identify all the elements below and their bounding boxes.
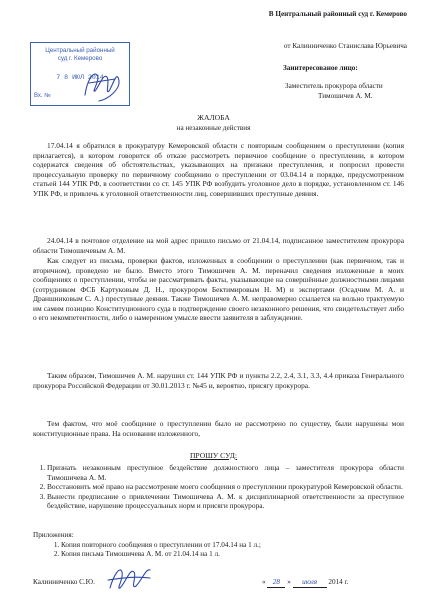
stamp-signature-icon: [79, 61, 125, 105]
stamp-date: 7 8 ИЮЛ 2014: [56, 74, 104, 81]
request-item: 1. Признать незаконным преступное бездействие должностного лица – заместителя прокурора области Тимошичева А. М.: [47, 463, 404, 482]
court-addressee: В Центральный районный суд г. Кемерово: [268, 10, 407, 18]
paragraph-5: Тем фактом, что моё сообщение о преступлении было не рассмотрено по существу, были нарушены мои конституционные права. На основании изложенного,: [33, 419, 404, 438]
paragraph-1: 17.04.14 я обратился в прокуратуру Кемеровской области с повторным сообщением о преступлении (копия прилагается), в котором говорится об отказе рассмотреть первичное сообщение о преступлении, в котором содержатся сведения об обстоятельствах, указывающих на признаки преступления, и попросил провести процессуальную проверку по первичному сообщению о преступлении от 03.04.14 в порядке, предусмотренном статьей 144 УПК РФ, в соответствии со ст. 145 УПК РФ возбудить уголовное дело в порядке, установленном ст. 146 УПК РФ, и привлечь к уголовной ответственности лиц, совершивших преступные деяния.: [33, 141, 404, 198]
request-heading: ПРОШУ СУД:: [189, 451, 238, 460]
attachment-item: 2. Копия письма Тимошичева А. М. от 21.04.14 на 1 л.: [61, 550, 404, 559]
paragraph-4: Таким образом, Тимошичев А. М. нарушил ст. 144 УПК РФ и пункты 2.2, 2.4, 3.1, 3.3, 4.4 приказа Генерального прокурора Российской Федерации от 30.01.2013 г. №45 и, вероятно, присягу прокурора.: [33, 371, 404, 390]
paragraph-2: 24.04.14 в почтовое отделение на мой адрес пришло письмо от 21.04.14, подписанное заместителем прокурора области Тимошичевым А. М.: [33, 236, 404, 255]
attachment-item: 1. Копия повторного сообщения о преступлении от 17.04.14 на 1 л.;: [61, 541, 404, 550]
date-month: июля: [293, 578, 327, 588]
document-subtitle: на незаконные действия: [176, 124, 251, 132]
stamp-incoming-number: Вх. №: [34, 93, 51, 99]
attachments-list: [33, 541, 404, 560]
date-day: 28: [267, 578, 285, 588]
request-list: [33, 463, 404, 511]
interested-party-name: Тимошичев А. М.: [318, 92, 373, 100]
applicant-line: от Калинниченко Станислава Юрьевича: [283, 42, 407, 50]
date-year: 2014 г.: [328, 578, 349, 586]
signer-name: Калинниченко С.Ю.: [33, 578, 95, 586]
interested-party-position: Заместитель прокурора области: [285, 82, 383, 90]
attachments-heading: Приложения:: [33, 531, 74, 539]
signature-date: [262, 578, 348, 588]
request-item: 2. Восстановить моё право на рассмотрение моего сообщения о преступлении прокуратурой Кемеровской области.: [47, 482, 404, 492]
document-title: ЖАЛОБА: [197, 113, 230, 122]
stamp-court-city: суд г. Кемерово: [57, 55, 103, 62]
stamp-court-name: Центральный районный: [45, 47, 115, 54]
court-registration-stamp: [30, 42, 130, 106]
date-quote-open: «: [262, 578, 266, 586]
interested-party-label: Заинтересованое лицо:: [283, 64, 358, 72]
date-quote-close: »: [287, 578, 291, 586]
handwritten-signature-icon: [104, 560, 154, 596]
paragraph-3: Как следует из письма, проверки фактов, изложенных в сообщении о преступлении (как первичном, так и вторичном), проведено не было. Вместо этого Тимошичев А. М. переначил сведения изложенные в моих сообщениях о преступлении, чтобы не рассматривать факты, указывающие на совершённые должностными лицами (сотрудником ФСБ Картуковым Д. Н., прокурором Бектимировым Н. М) и экспертами (Осадчим М. А. и Драншниковым С. А.) преступные деяния. Также Тимошичев А. М. неправомерно ссылается на вольно трактуемую им самим позицию Конституционного суда в подтверждение своего незаконного решения, что свидетельствует либо о его некомпетентности, либо о намеренном умысле ввести заявителя в заблуждение.: [33, 256, 404, 322]
request-item: 3. Вынести предписание о привлечении Тимошичева А. М. к дисциплинарной ответственности за преступное бездействие, нарушение процессуальных норм и присяги прокурора.: [47, 492, 404, 511]
